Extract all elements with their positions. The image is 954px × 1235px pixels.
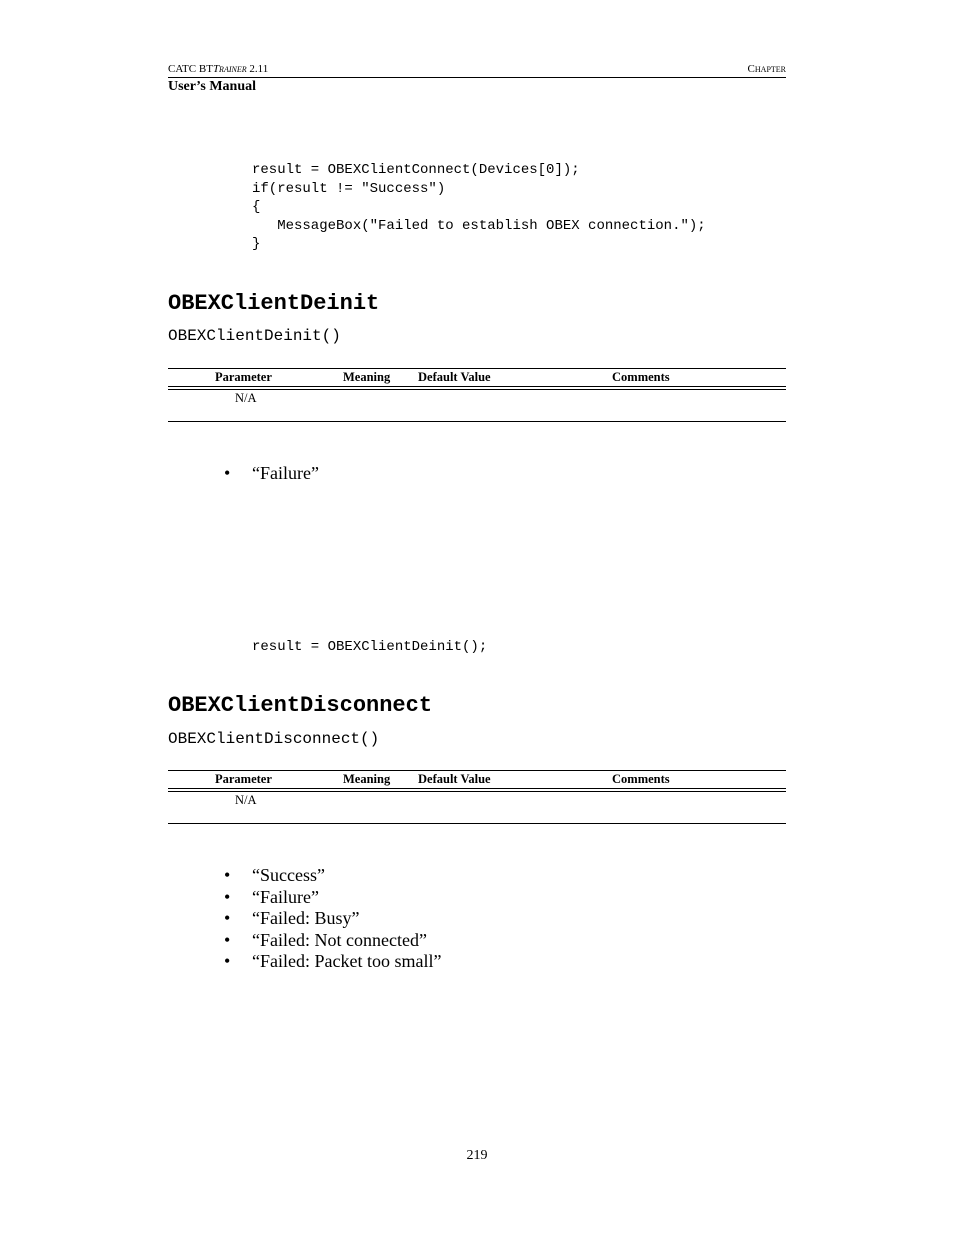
signature-deinit: OBEXClientDeinit(): [168, 327, 341, 345]
list-item: • “Success”: [224, 865, 441, 887]
header-subtitle: User’s Manual: [168, 79, 257, 94]
list-item: • “Failed: Packet too small”: [224, 951, 441, 973]
col-header-parameter: Parameter: [215, 369, 272, 384]
col-header-meaning: Meaning: [343, 771, 391, 786]
page-number: 219: [466, 1148, 488, 1163]
list-item: • “Failed: Busy”: [224, 908, 441, 930]
header-rule: [168, 77, 786, 78]
list-item: • “Failed: Not connected”: [224, 930, 441, 952]
header-chapter: Chapter: [747, 63, 786, 75]
table-header-rule-1: [168, 788, 786, 789]
table-header-row: [168, 770, 786, 788]
table-bottom-rule: [168, 421, 786, 422]
table-cell-parameter: N/A: [235, 792, 257, 807]
col-header-parameter: Parameter: [215, 771, 272, 786]
col-header-comments: Comments: [612, 771, 670, 786]
col-header-default-value: Default Value: [418, 771, 491, 786]
col-header-meaning: Meaning: [343, 369, 391, 384]
table-header-rule-1: [168, 386, 786, 387]
section-title-disconnect: OBEXClientDisconnect: [168, 693, 433, 718]
header-product-version: 2.11: [246, 63, 269, 75]
table-header-rule-2: [168, 791, 786, 792]
table-cell-parameter: N/A: [235, 390, 257, 405]
header-product-prefix: CATC BT: [168, 63, 213, 75]
table-bottom-rule: [168, 823, 786, 824]
list-item: • “Failure”: [224, 463, 319, 485]
header-product: [168, 63, 268, 75]
code-example-deinit: result = OBEXClientDeinit();: [252, 639, 488, 655]
code-example-connect: result = OBEXClientConnect(Devices[0]); if(result != "Success") { MessageBox("Failed to establish OBEX connection."); }: [252, 162, 706, 252]
signature-disconnect: OBEXClientDisconnect(): [168, 730, 380, 748]
table-header-row: [168, 368, 786, 386]
header-product-smallcaps: Trainer: [212, 63, 247, 75]
section-title-deinit: OBEXClientDeinit: [168, 291, 380, 316]
list-item: • “Failure”: [224, 887, 441, 909]
return-values-disconnect: [224, 865, 441, 973]
table-header-rule-2: [168, 389, 786, 390]
col-header-comments: Comments: [612, 369, 670, 384]
return-values-deinit: [224, 463, 319, 485]
col-header-default-value: Default Value: [418, 369, 491, 384]
